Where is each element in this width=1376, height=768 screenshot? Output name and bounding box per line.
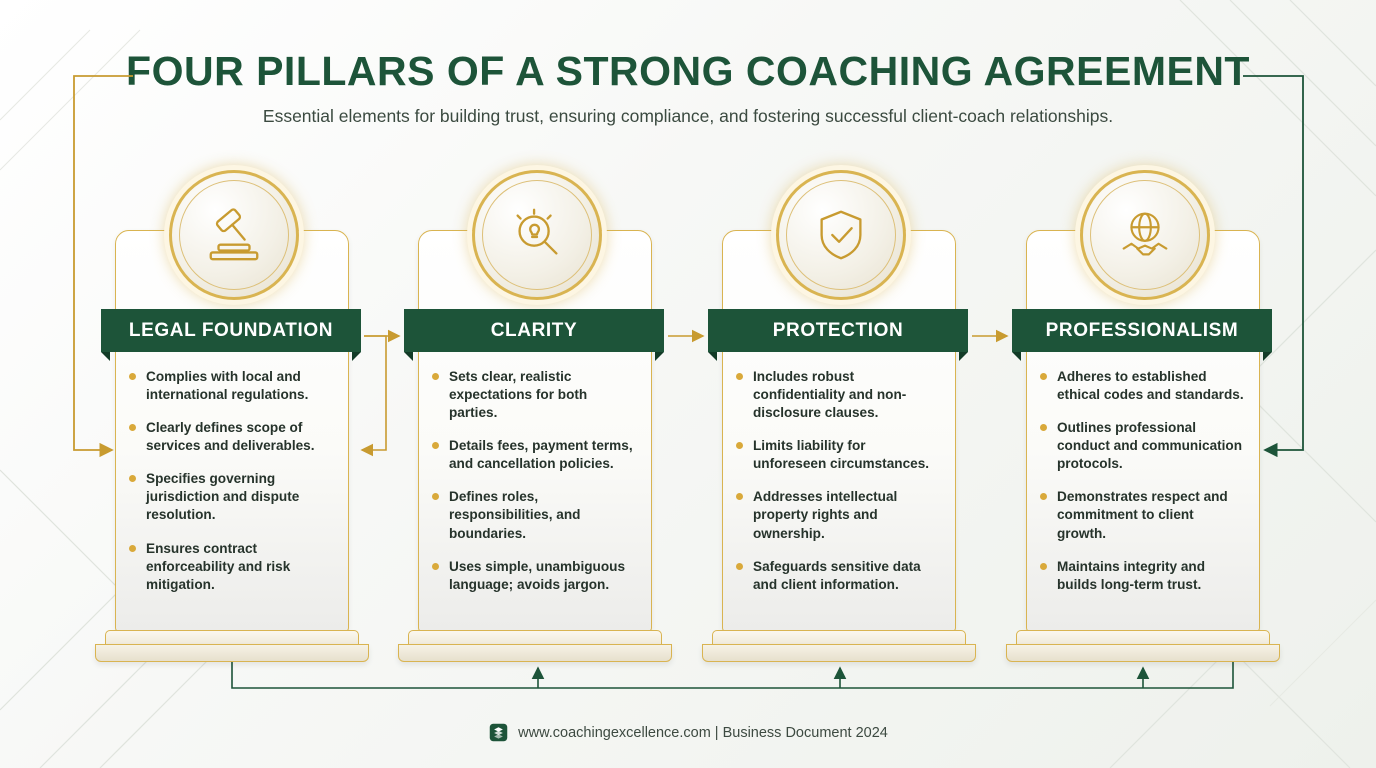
bullet-dot: [432, 442, 439, 449]
list-item-text: Limits liability for unforeseen circumstances.: [753, 438, 930, 472]
pillar-title: PROFESSIONALISM: [1045, 319, 1239, 341]
pillar-bullet-list: [129, 368, 335, 609]
footer: [0, 722, 1376, 743]
lightbulb-magnifier-icon: [472, 170, 602, 300]
book-logo-icon: [488, 722, 509, 743]
list-item-text: Sets clear, realistic expectations for both parties.: [449, 369, 588, 421]
list-item: [129, 470, 335, 524]
pillar-title: CLARITY: [490, 319, 578, 341]
bullet-dot: [432, 493, 439, 500]
list-item: [432, 488, 638, 542]
list-item: [129, 540, 335, 594]
list-item: [736, 437, 942, 473]
bullet-dot: [1040, 493, 1047, 500]
shield-check-icon: [776, 170, 906, 300]
pillar-banner: [708, 309, 968, 352]
pillar-professionalism[interactable]: [1012, 170, 1272, 680]
pedestal-base: [1006, 644, 1280, 662]
pillar-banner: [1012, 309, 1272, 352]
bullet-dot: [1040, 563, 1047, 570]
bullet-dot: [432, 373, 439, 380]
list-item-text: Ensures contract enforceability and risk mitigation.: [146, 540, 291, 592]
list-item-text: Complies with local and international regulations.: [146, 369, 309, 403]
list-item-text: Defines roles, responsibilities, and boundaries.: [449, 489, 581, 541]
list-item-text: Uses simple, unambiguous language; avoids jargon.: [449, 558, 626, 592]
gavel-icon: [169, 170, 299, 300]
bullet-dot: [736, 442, 743, 449]
list-item: [432, 368, 638, 422]
list-item: [432, 437, 638, 473]
list-item: [129, 368, 335, 404]
pillar-clarity[interactable]: [404, 170, 664, 680]
bullet-dot: [1040, 424, 1047, 431]
list-item-text: Adheres to established ethical codes and standards.: [1057, 369, 1244, 403]
list-item: [736, 368, 942, 422]
list-item: [736, 488, 942, 542]
list-item: [1040, 419, 1246, 473]
pillar-legal-foundation[interactable]: [101, 170, 361, 680]
pedestal-base: [398, 644, 672, 662]
bullet-dot: [129, 475, 136, 482]
list-item: [432, 558, 638, 594]
pillar-banner: [101, 309, 361, 352]
page-subtitle: Essential elements for building trust, ensuring compliance, and fostering successful client-coach relationships.: [262, 106, 1114, 126]
list-item: [736, 558, 942, 594]
bullet-dot: [736, 373, 743, 380]
list-item-text: Safeguards sensitive data and client information.: [753, 558, 921, 592]
pedestal-base: [702, 644, 976, 662]
list-item: [1040, 368, 1246, 404]
list-item: [1040, 488, 1246, 542]
list-item-text: Details fees, payment terms, and cancellation policies.: [449, 438, 633, 472]
list-item: [129, 419, 335, 455]
pillar-title: PROTECTION: [772, 319, 904, 341]
bullet-dot: [129, 545, 136, 552]
page-title: FOUR PILLARS OF A STRONG COACHING AGREEMENT: [126, 48, 1250, 94]
pedestal-base: [95, 644, 369, 662]
bullet-dot: [432, 563, 439, 570]
pillar-protection[interactable]: [708, 170, 968, 680]
bullet-dot: [129, 424, 136, 431]
pillar-bullet-list: [432, 368, 638, 609]
list-item-text: Clearly defines scope of services and deliverables.: [146, 420, 315, 454]
list-item-text: Outlines professional conduct and communication protocols.: [1057, 420, 1243, 472]
pillar-title: LEGAL FOUNDATION: [128, 319, 334, 341]
pillar-bullet-list: [736, 368, 942, 609]
list-item-text: Specifies governing jurisdiction and dispute resolution.: [146, 471, 300, 523]
bullet-dot: [129, 373, 136, 380]
pillar-banner: [404, 309, 664, 352]
bullet-dot: [1040, 373, 1047, 380]
list-item: [1040, 558, 1246, 594]
list-item-text: Includes robust confidentiality and non-disclosure clauses.: [753, 369, 907, 421]
bullet-dot: [736, 563, 743, 570]
handshake-globe-icon: [1080, 170, 1210, 300]
footer-text: www.coachingexcellence.com | Business Document 2024: [518, 724, 888, 741]
bullet-dot: [736, 493, 743, 500]
list-item-text: Addresses intellectual property rights and ownership.: [753, 489, 898, 541]
list-item-text: Maintains integrity and builds long-term trust.: [1057, 558, 1206, 592]
pillar-bullet-list: [1040, 368, 1246, 609]
list-item-text: Demonstrates respect and commitment to client growth.: [1057, 489, 1228, 541]
